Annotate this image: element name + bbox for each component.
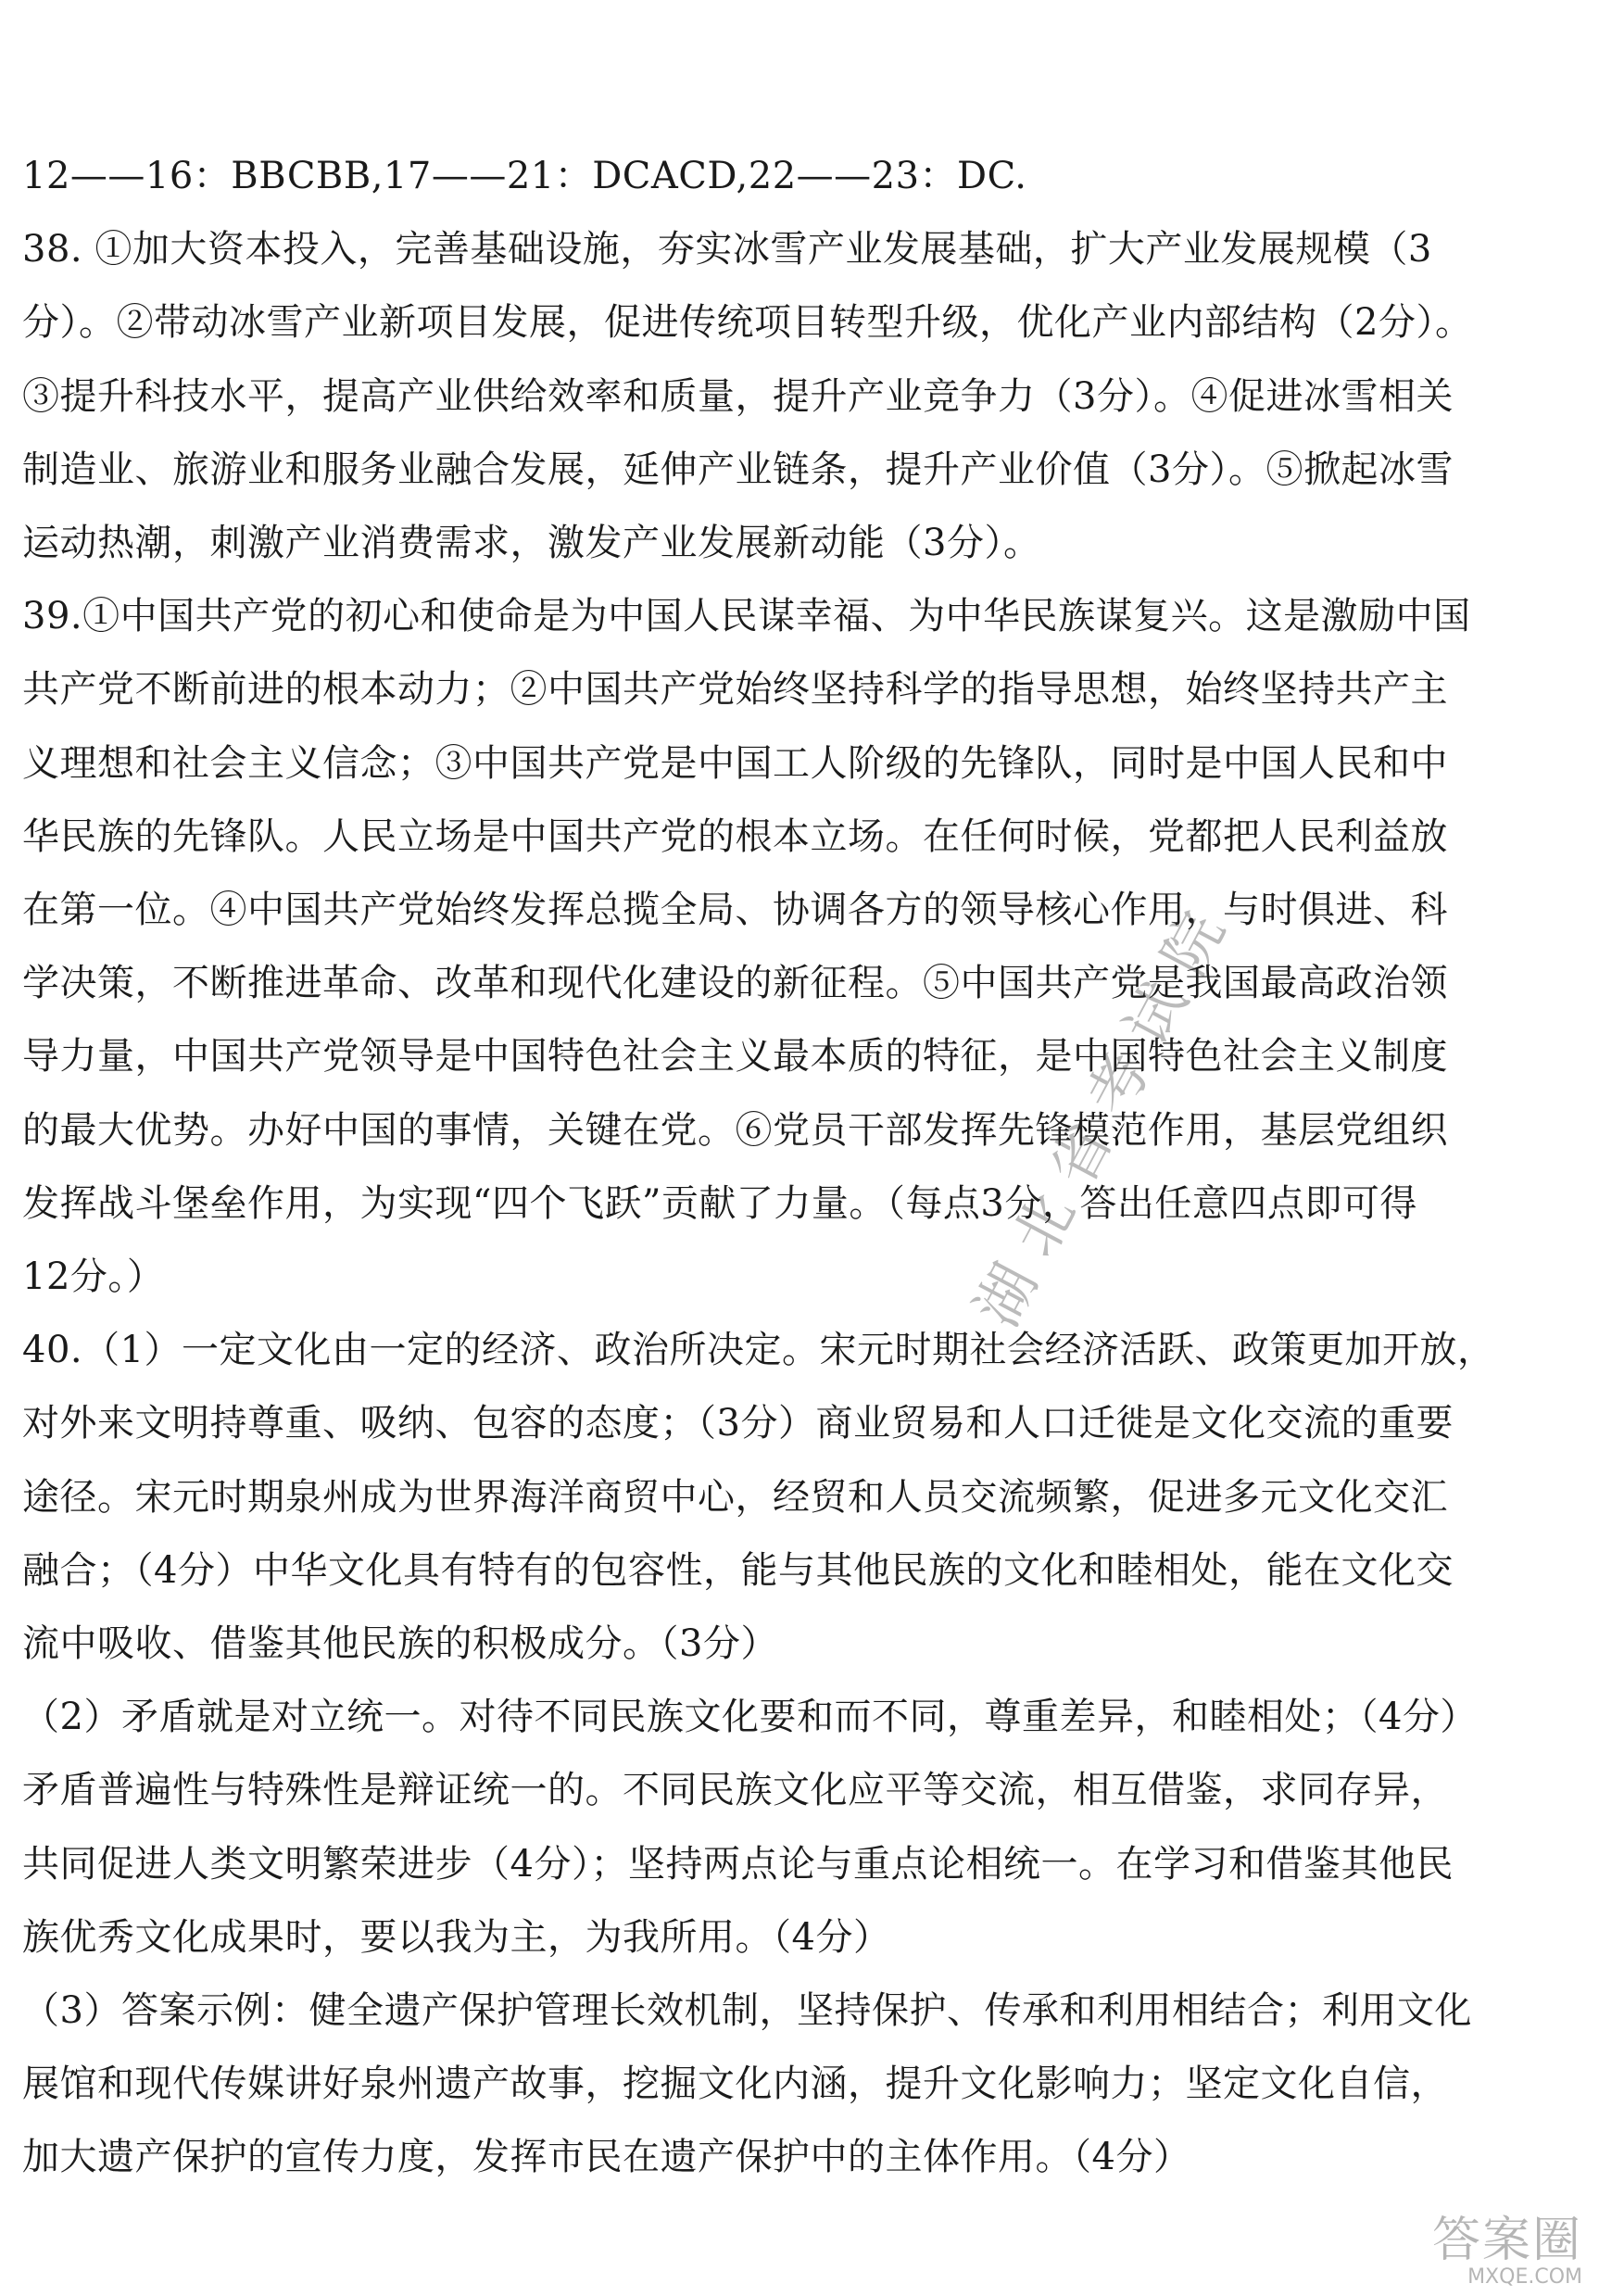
text-line: （3）答案示例：健全遗产保护管理长效机制，坚持保护、传承和利用相结合；利用文化 bbox=[22, 1989, 1472, 2032]
text-line: 族优秀文化成果时，要以我为主，为我所用。（4分） bbox=[22, 1915, 891, 1959]
text-line: 华民族的先锋队。人民立场是中国共产党的根本立场。在任何时候，党都把人民利益放 bbox=[22, 814, 1448, 858]
text-line: 加大遗产保护的宣传力度，发挥市民在遗产保护中的主体作用。（4分） bbox=[22, 2136, 1191, 2179]
text-line: 运动热潮，刺激产业消费需求，激发产业发展新动能（3分）。 bbox=[22, 522, 1041, 564]
site-logo-watermark bbox=[1425, 2214, 1582, 2289]
text-line: 导力量，中国共产党领导是中国特色社会主义最本质的特征，是中国特色社会主义制度 bbox=[22, 1035, 1448, 1079]
text-line: 制造业、旅游业和服务业融合发展，延伸产业链条，提升产业价值（3分）。⑤掀起冰雪 bbox=[22, 448, 1454, 491]
text-line: 义理想和社会主义信念；③中国共产党是中国工人阶级的先锋队，同时是中国人民和中 bbox=[22, 741, 1448, 785]
text-line: 12分。） bbox=[22, 1255, 165, 1298]
text-line: 39.①中国共产党的初心和使命是为中国人民谋幸福、为中华民族谋复兴。这是激励中国 bbox=[22, 595, 1471, 638]
text-line: 矛盾普遍性与特殊性是辩证统一的。不同民族文化应平等交流，相互借鉴，求同存异， bbox=[22, 1769, 1448, 1812]
text-line: 在第一位。④中国共产党始终发挥总揽全局、协调各方的领导核心作用，与时俱进、科 bbox=[22, 889, 1448, 931]
text-line: 学决策，不断推进革命、改革和现代化建设的新征程。⑤中国共产党是我国最高政治领 bbox=[22, 962, 1448, 1005]
text-line: 对外来文明持尊重、吸纳、包容的态度；（3分）商业贸易和人口迁徙是文化交流的重要 bbox=[22, 1402, 1454, 1445]
text-line: 融合；（4分）中华文化具有特有的包容性，能与其他民族的文化和睦相处，能在文化交 bbox=[22, 1548, 1454, 1592]
text-line: 38. ①加大资本投入，完善基础设施，夯实冰雪产业发展基础，扩大产业发展规模（3 bbox=[22, 228, 1432, 271]
text-line: ③提升科技水平，提高产业供给效率和质量，提升产业竞争力（3分）。④促进冰雪相关 bbox=[22, 374, 1454, 418]
text-line: 展馆和现代传媒讲好泉州遗产故事，挖掘文化内涵，提升文化影响力；坚定文化自信， bbox=[22, 2063, 1448, 2106]
logo-sub-text: MXQE.COM bbox=[1467, 2265, 1582, 2289]
text-line: 共产党不断前进的根本动力；②中国共产党始终坚持科学的指导思想，始终坚持共产主 bbox=[22, 668, 1448, 712]
diagonal-watermark: 湖北省考试院 bbox=[963, 883, 1249, 1338]
text-line: 12——16：BBCBB,17——21：DCACD,22——23：DC. bbox=[22, 155, 1027, 197]
text-line: （2）矛盾就是对立统一。对待不同民族文化要和而不同，尊重差异，和睦相处；（4分） bbox=[22, 1696, 1478, 1739]
text-line: 途径。宋元时期泉州成为世界海洋商贸中心，经贸和人员交流频繁，促进多元文化交汇 bbox=[22, 1475, 1448, 1519]
text-line: 40.（1）一定文化由一定的经济、政治所决定。宋元时期社会经济活跃、政策更加开放， bbox=[22, 1329, 1495, 1372]
text-line: 共同促进人类文明繁荣进步（4分）；坚持两点论与重点论相统一。在学习和借鉴其他民 bbox=[22, 1842, 1454, 1886]
text-line: 的最大优势。办好中国的事情，关键在党。⑥党员干部发挥先锋模范作用，基层党组织 bbox=[22, 1108, 1448, 1152]
text-line: 发挥战斗堡垒作用，为实现“四个飞跃”贡献了力量。（每点3分，答出任意四点即可得 bbox=[22, 1181, 1417, 1225]
text-line: 流中吸收、借鉴其他民族的积极成分。（3分） bbox=[22, 1622, 778, 1665]
text-line: 分）。②带动冰雪产业新项目发展，促进传统项目转型升级，优化产业内部结构（2分）。 bbox=[22, 301, 1473, 345]
logo-main-text: 答案圈 bbox=[1431, 2213, 1582, 2268]
